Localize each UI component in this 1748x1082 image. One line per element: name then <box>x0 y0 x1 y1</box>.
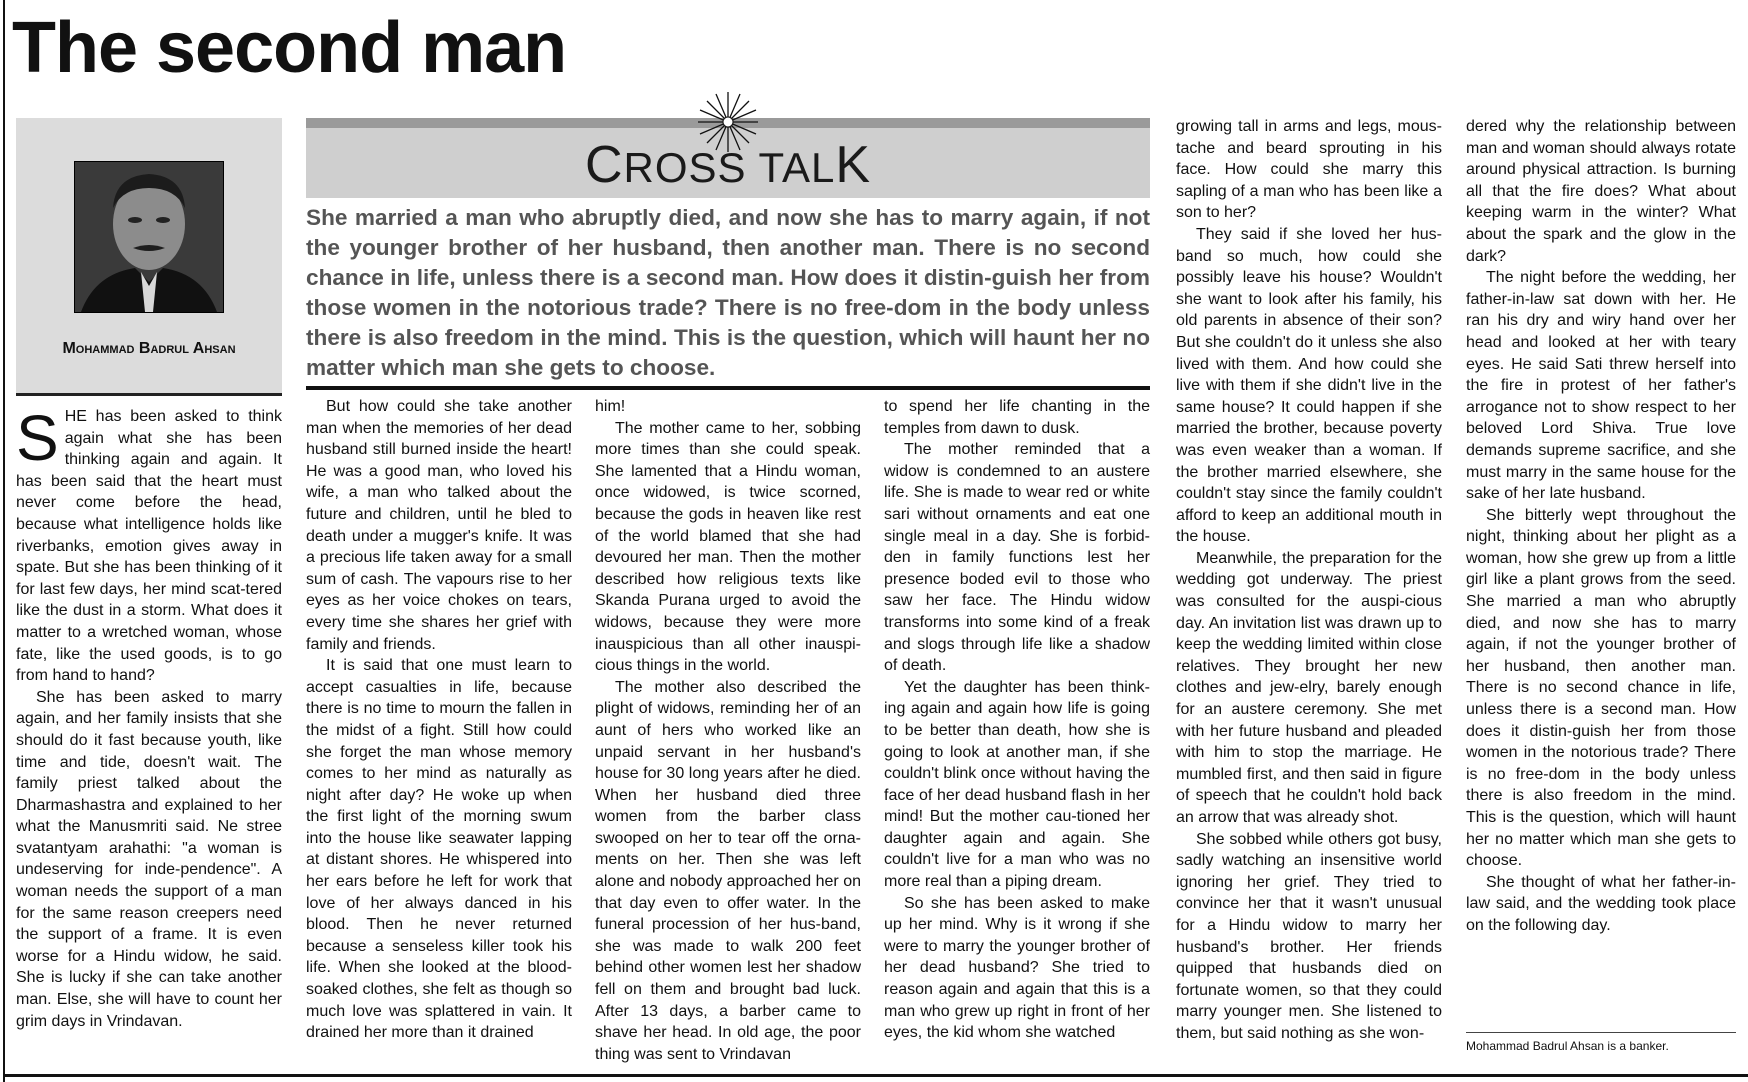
paragraph: SHE has been asked to think again what she has been thinking again and again. It has been said that the heart must never come before the head, because what intelligence holds like riverbanks, emotion gives away in spate. But she has been thinking of it for last few days, her mind scat-tered like the dust in a storm. What does it matter to a wretched woman, whose fate, like the used goods, is to go from hand to hand? <box>16 402 282 685</box>
paragraph: She bitterly wept throughout the night, thinking about her plight as a woman, how she grew up from a little girl like a plant grows from the seed. She married a man who abruptly died, and now she has to marry again, if not the younger brother of her husband, then another man. There is no second chance in life, unless there is a second man. How does it distin-guish her from those women in the notorious trade? There is no free-dom in the body unless there is also freedom in the mind. This is the question, which will haunt her no matter which man she gets to choose. <box>1466 506 1736 870</box>
starburst-ornament-icon <box>698 92 758 152</box>
paragraph: to spend her life chanting in the temples from dawn to dusk. <box>884 398 1150 437</box>
article-column-1 <box>16 402 282 1032</box>
article-column-6 <box>1466 116 1736 937</box>
paragraph: him! <box>595 398 626 415</box>
paragraph: growing tall in arms and legs, mous-tache and beard sprouting in his face. How could she marry this sapling of a man who has been like a son to her? <box>1176 118 1442 222</box>
column-title-end: K <box>835 136 872 194</box>
headline: The second man <box>12 8 567 88</box>
paragraph: But how could she take another man when the memories of her dead husband still burned inside the heart! He was a good man, who loved his wife, a man who talked about the future and children, until he bled to death under a mugger's knife. It was a precious life taken away for a small sum of cash. The vapours rise to her eyes as her voice chokes on tears, every time she shares her grief with family and friends. <box>306 398 572 653</box>
author-footnote: Mohammad Badrul Ahsan is a banker. <box>1466 1039 1669 1053</box>
deck-rule <box>306 386 1150 390</box>
paragraph: She has been asked to marry again, and her family insists that she should do it fast because youth, like time and tide, doesn't wait. The family priest talked about the Dharmashastra and explained to her what the Manusmriti said. Ne stree svatantyam arahathi: "a woman is undeserving for inde-pendence". A woman needs the support of a man for the same reason creepers need the support of a frame. It is even worse for a Hindu widow, he said. She is lucky if she can take another man. Else, she will have to count her grim days in Vrindavan. <box>16 688 282 1030</box>
article-column-3 <box>595 396 861 1065</box>
byline: Mohammad Badrul Ahsan <box>62 340 236 357</box>
article-column-5 <box>1176 116 1442 1045</box>
paragraph: The mother came to her, sobbing more times than she could speak. She lamented that a Hindu woman, once widowed, is twice scorned, because the gods in heaven like rest of the world blamed that she had devoured her man. Then the mother described how religious texts like Skanda Purana urged to avoid the widows, because they were more inauspicious than all other inauspi-cious things in the world. <box>595 419 861 675</box>
paragraph: The mother reminded that a widow is condemned to an austere life. She is made to wear red or white sari without ornaments and eat one single meal in a day. She is forbid-den in family functions lest her presence boded evil to those who saw her face. The Hindu widow transforms into some kind of a freak and slogs through life like a shadow of death. <box>884 441 1150 675</box>
paragraph: She thought of what her father-in-law said, and the wedding took place on the following day. <box>1466 873 1736 934</box>
footnote-rule <box>1466 1032 1736 1033</box>
left-border-rule <box>3 0 5 1082</box>
paragraph: The night before the wedding, her father-in-law sat down with her. He ran his dry and wiry hand over her head and looked at her with teary eyes. He said Sati threw herself into the fire in protest of her father's arrogance not to show respect to her beloved Lord Shiva. True love demands supreme sacrifice, and she must marry in the same house for the sake of her late husband. <box>1466 269 1736 503</box>
drop-cap: S <box>16 402 59 474</box>
paragraph: So she has been asked to make up her mind. Why is it wrong if she were to marry the younger brother of her dead husband? She tried to reason again and again that this is a man who grew up right in front of her eyes, the kid whom she watched <box>884 894 1150 1042</box>
paragraph: They said if she loved her hus-band so much, how could she possibly leave his house? Wouldn't she want to look after his family, his old parents in absence of their son? But she couldn't do it unless she also lived with them. And how could she live with them if she didn't live in the same house? It could happen if she married the brother, because poverty was even weaker than a woman. If the brother married elsewhere, she couldn't stay since the family couldn't afford to keep an additional mouth in the house. <box>1176 225 1442 546</box>
paragraph: Meanwhile, the preparation for the wedding got underway. The priest was consulted for the auspi-cious day. An invitation list was drawn up to keep the wedding limited within close relatives. They brought her new clothes and jew-elry, barely enough for an austere ceremony. She met with her future husband and pleaded with him to stop the marriage. He mumbled first, and then said in figure of speech that he couldn't hold back an arrow that was already shot. <box>1176 549 1442 826</box>
paragraph: She sobbed while others got busy, sadly watching an insensitive world ignoring her grief. They tried to convince her that it wasn't unusual for a Hindu widow to marry her husband's brother. Her friends quipped that husbands died on fortunate women, so that they could marry younger men. She listened to them, but said nothing as she won- <box>1176 830 1442 1042</box>
deck-text: She married a man who abruptly died, and now she has to marry again, if not the younger brother of her husband, then another man. There is no second chance in life, unless there is a second man. How does it distin-guish her from those women in the notorious trade? There is no free-dom in the body unless there is also freedom in the mind. This is the question, which will haunt her no matter which man she gets to choose. <box>306 205 1150 380</box>
author-portrait-icon <box>74 161 224 313</box>
column-title-initial: C <box>584 136 624 194</box>
paragraph: Yet the daughter has been think-ing again and again how life is going to be better than death, how she is going to look at another man, if she couldn't blink once without having the face of her dead husband flash in her mind! But the mother cau-tioned her daughter again and again. She couldn't live for a man who was no more real than a piping dream. <box>884 678 1150 891</box>
paragraph: dered why the relationship between man and woman should always rotate around physical attraction. Is burning all that the fire does? What about keeping warm in the winter? What about the spark and the glow in the dark? <box>1466 118 1736 265</box>
byline-box <box>16 118 282 396</box>
paragraph: The mother also described the plight of widows, reminding her of an aunt of hers who worked like an unpaid servant in her husband's house for 30 long years after he died. When her husband died three women from the barber class swooped on her to tear off the orna-ments on her. Then she was left alone and nobody approached her on that day even to offer water. In the funeral procession of her hus-band, she was made to walk 200 feet behind other women lest her shadow fell on them and brought bad luck. After 13 days, a barber came to shave her head. In old age, the poor thing was sent to Vrindavan <box>595 678 861 1063</box>
article-column-4 <box>884 396 1150 1044</box>
article-column-2 <box>306 396 572 1044</box>
column-title-rest: ROSS TAL <box>623 144 836 191</box>
paragraph: It is said that one must learn to accept casualties in life, because there is no time to mourn the fallen in the midst of a fight. Still how could she forget the man whose memory comes to her mind as naturally as night after day? He woke up when the first light of the morning swum into the house like seawater lapping at distant shores. He whispered into her ears before he left for work that love of her always danced in his blood. Then he never returned because a senseless killer took his life. When she looked at the blood-soaked clothes, she felt as though so much love was splattered in vain. It drained her more than it drained <box>306 657 572 1042</box>
bottom-border-rule <box>5 1074 1748 1077</box>
